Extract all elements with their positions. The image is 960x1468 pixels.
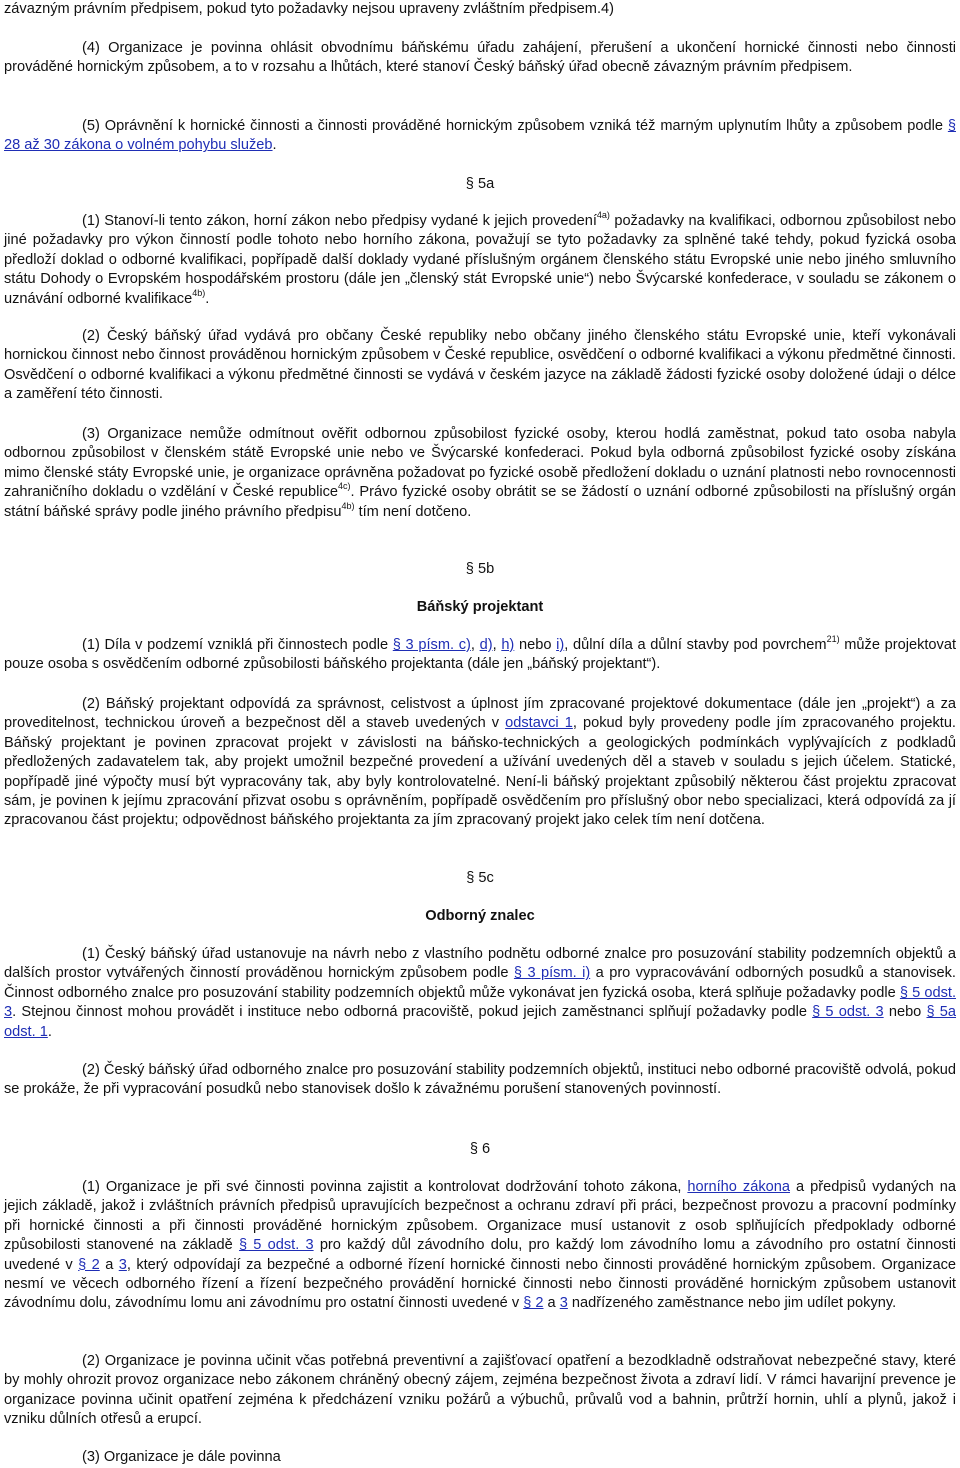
section-heading-5c: § 5c <box>466 870 494 886</box>
s5a-p1-text-a: (1) Stanoví-li tento zákon, horní zákon nebo předpisy vydané k jejich provedení <box>82 213 597 229</box>
link-par5a-odst1[interactable]: § 5a odst. 1 <box>4 1004 957 1040</box>
link-pism-i[interactable]: i) <box>556 637 565 653</box>
section-6-paragraph-2: (2) Organizace je povinna učinit včas potřebná preventivní a zajišťovací opatření a bezodkladně odstraňovat nebezpečné stavy, které by mohly ohrozit provoz organizace nebo zákonem chráněný obecný zájem, zejména bezpečnost života a zdraví lidí. V rámci havarijní prevence je organizace povinna učinit opatření zejména k předcházení vzniku požárů a výbuchů, průvalů vod a bahnin, průtrží hornin, uhlí a plynů, jakož i vzniku důlních otřesů a erupcí. <box>4 1353 956 1428</box>
s5b-p1-sep3: nebo <box>514 637 557 653</box>
section-title-5c: Odborný znalec <box>425 908 535 924</box>
section-5c-paragraph-1 <box>4 945 956 1042</box>
section-heading-6: § 6 <box>469 1141 491 1157</box>
link-par5-odst3[interactable]: § 5 odst. 3 <box>4 984 956 1021</box>
link-par3[interactable]: 3 <box>118 1256 127 1273</box>
s5b-p1-sep1: , <box>470 637 480 653</box>
link-pism-d[interactable]: d) <box>479 637 493 653</box>
footnote-ref-21: 21) <box>826 634 840 645</box>
s6-p1-text-g: nadřízeného zaměstnance nebo jim udílet pokyny. <box>567 1295 897 1312</box>
section-5b-paragraph-1 <box>4 636 956 675</box>
link-par2-2[interactable]: § 2 <box>523 1295 544 1312</box>
link-par2[interactable]: § 2 <box>78 1256 100 1273</box>
s5a-p1-text-c: . <box>205 290 210 307</box>
s6-p1-text-f: a <box>543 1295 560 1312</box>
intro-line: závazným právním předpisem, pokud tyto požadavky nejsou upraveny zvláštním předpisem.4) <box>4 1 614 17</box>
s5b-p1-sep2: , <box>492 637 502 653</box>
section-5b-paragraph-2 <box>4 695 956 831</box>
section-6-paragraph-1 <box>4 1178 956 1314</box>
section-heading-5a: § 5a <box>465 176 495 192</box>
paragraph-5 <box>4 117 956 156</box>
section-title-5b: Báňský projektant <box>416 599 544 615</box>
section-5a-paragraph-2: (2) Český báňský úřad vydává pro občany České republiky nebo občany jiného členského státu Evropské unie, kteří vykonávali hornickou činnost nebo činnost prováděnou hornickým způsobem v České republice, osvědčení o odborné kvalifikaci a výkonu předmětné činnosti. Osvědčení o odborné kvalifikaci a výkonu předmětné činnosti se vydává v českém jazyce na základě žádosti fyzické osoby doložené údaji o délce a zaměření této činnosti. <box>4 328 956 403</box>
s5c-p1-text-b: a pro vypracovávání odborných posudků a stanovisek. Činnost odborného znalce pro posuzování stability podzemních objektů může vykonávat jen fyzická osoba, která splňuje požadavky podle <box>4 965 956 1001</box>
link-par3-pism-c[interactable]: § 3 písm. c) <box>392 637 471 653</box>
s5a-p3-text-b: . Právo fyzické osoby obrátit se se žádostí o uznání odborné způsobilosti na příslušný orgán státní báňské správy podle jiného právního předpisu <box>4 484 957 520</box>
link-par3-2[interactable]: 3 <box>559 1295 568 1312</box>
s5c-p1-text-a: (1) Český báňský úřad ustanovuje na návrh nebo z vlastního podnětu odborné znalce pro posuzování stability podzemních objektů a dalších prostor vytvářených činností prováděnou hornickým způsobem podle <box>4 946 956 982</box>
s5b-p1-text-c: může projektovat pouze osoba s osvědčením odborné způsobilosti báňského projektanta (dále jen „báňský projektant“). <box>4 637 957 673</box>
link-par5-odst3-3[interactable]: § 5 odst. 3 <box>238 1237 314 1254</box>
paragraph-5-end: . <box>272 137 277 154</box>
s5b-p2-text-a: (2) Báňský projektant odpovídá za správnost, celistvost a úplnost jím zpracované projektové dokumentace (dále jen „projekt“) a za proveditelnost, technickou úroveň a bezpečnost děl a staveb uvedených v <box>4 696 956 732</box>
footnote-ref-4b: 4b) <box>192 287 206 298</box>
s5b-p1-text-a: (1) Díla v podzemí vzniklá při činnostech podle <box>82 637 393 653</box>
section-5a-paragraph-1 <box>4 212 956 309</box>
section-6-paragraph-3: (3) Organizace je dále povinna <box>82 1449 281 1465</box>
footnote-ref-4b-2: 4b) <box>341 500 355 511</box>
section-5c-paragraph-2: (2) Český báňský úřad odborného znalce pro posuzování stability podzemních objektů, instituci nebo odborné pracoviště odvolá, pokud se prokáže, že při vypracování posudků nebo stanovisek došlo k závažnému porušení stanovených povinností. <box>4 1062 956 1098</box>
footnote-ref-4a: 4a) <box>596 210 610 221</box>
s6-p1-text-d: a <box>99 1256 119 1273</box>
link-par5-odst3-2[interactable]: § 5 odst. 3 <box>812 1004 884 1021</box>
s6-p1-text-e: , který odpovídají za bezpečné a odborné řízení hornické činnosti nebo činnosti prováděné hornickým způsobem. Organizace nesmí ve věcech odborného řízení a řízení bezpečného provádění hornické činnosti nebo činnosti prováděné hornickým způsobem ustanovit závodnímu dolu, závodnímu lomu ani závodnímu pro ostatní činnosti uvedené v <box>4 1256 957 1312</box>
s5a-p1-text-b: požadavky na kvalifikaci, odbornou způsobilost nebo jiné požadavky pro výkon činností podle tohoto nebo horního zákona, považují se tyto požadavky za splněné také tehdy, pokud fyzická osoba předloží doklad o odborné kvalifikaci, popřípadě další doklady vydané příslušným orgánem členského státu Evropské unie nebo jiného smluvního státu Dohody o Evropském hospodářském prostoru (dále jen „členský stát Evropské unie“) nebo Švýcarské konfederace, v souladu se zákonem o uznávání odborné kvalifikace <box>4 213 956 307</box>
paragraph-4: (4) Organizace je povinna ohlásit obvodnímu báňskému úřadu zahájení, přerušení a ukončení hornické činnosti nebo činnosti prováděné hornickým způsobem, a to v rozsahu a lhůtách, které stanoví Český báňský úřad obecně závazným právním předpisem. <box>4 40 956 76</box>
s5b-p2-text-b: , pokud byly provedeny podle jím zpracovaného projektu. Báňský projektant je povinen zpracovat projekt v závislosti na báňsko-technických a geologických podmínkách vyplývajících z podkladů předložených zadavatelem tak, aby projekt umožnil bezpečné provedení a užívání uvedených děl a staveb v souladu s jejich účelem. Statické, popřípadě jiné výpočty musí být vypracovány tak, aby byly kontrolovatelné. Není-li báňský projektant způsobilý některou část projektu zpracovat sám, je povinen k jejímu zpracování přizvat osobu s oprávněním, popřípadě osvědčením pro příslušný obor nebo specializaci, která odpovídá za jí zpracovanou část projektu; odpovědnost báňského projektanta za jím zpracovaný projekt jako celek tím není dotčena. <box>4 715 956 829</box>
link-par3-pism-i[interactable]: § 3 písm. i) <box>513 965 591 982</box>
paragraph-5-text: (5) Oprávnění k hornické činnosti a činnosti prováděné hornickým způsobem vzniká též marným uplynutím lhůty a způsobem podle <box>82 118 948 134</box>
link-zakon-volny-pohyb-sluzeb[interactable]: § 28 až 30 zákona o volném pohybu služeb <box>4 118 956 154</box>
s6-p1-text-c: pro každý důl závodního dolu, pro každý lom závodního lomu a závodního pro ostatní činnosti uvedené v <box>4 1237 957 1273</box>
s5b-p1-text-b: , důlní díla a důlní stavby pod povrchem <box>564 637 827 653</box>
footnote-ref-4c: 4c) <box>338 481 351 492</box>
s6-p1-text-a: (1) Organizace je při své činnosti povinna zajistit a kontrolovat dodržování tohoto zákona, <box>82 1179 688 1195</box>
s6-p1-text-b: a předpisů vydaných na jejich základě, jakož i zvláštních právních předpisů upravujících bezpečnost a ochranu zdraví při práci, bezpečnost provozu a pracovní podmínky při hornické činnosti a při činnosti prováděné hornickým způsobem. Organizace musí ustanovit z osob splňujících předpoklady odborné způsobilosti stanovené na základě <box>4 1179 956 1254</box>
s5c-p1-text-e: . <box>47 1023 52 1040</box>
s5a-p3-text-c: tím není dotčeno. <box>354 503 472 520</box>
s5c-p1-text-c: . Stejnou činnost mohou provádět i instituce nebo odborná pracoviště, pokud jejich zaměstnanci splňují požadavky podle <box>12 1004 813 1021</box>
link-horni-zakon[interactable]: horního zákona <box>687 1179 790 1195</box>
link-odstavci-1[interactable]: odstavci 1 <box>505 715 573 732</box>
section-heading-5b: § 5b <box>465 561 495 577</box>
section-5a-paragraph-3 <box>4 425 956 522</box>
s5a-p3-text-a: (3) Organizace nemůže odmítnout ověřit odbornou způsobilost fyzické osoby, kterou hodlá zaměstnat, pokud tato osoba nabyla odbornou způsobilost v členském státě Evropské unie nebo ve Švýcarské konfederaci. Pokud byla odborná způsobilost fyzické osoby získána mimo členské státy Evropské unie, je organizace oprávněna požadovat po fyzické osobě předložení dokladu o uznání platnosti nebo rovnocennosti zahraničního dokladu o vzdělání v České republice <box>4 426 956 501</box>
s5c-p1-text-d: nebo <box>883 1004 927 1021</box>
link-pism-h[interactable]: h) <box>501 637 515 653</box>
